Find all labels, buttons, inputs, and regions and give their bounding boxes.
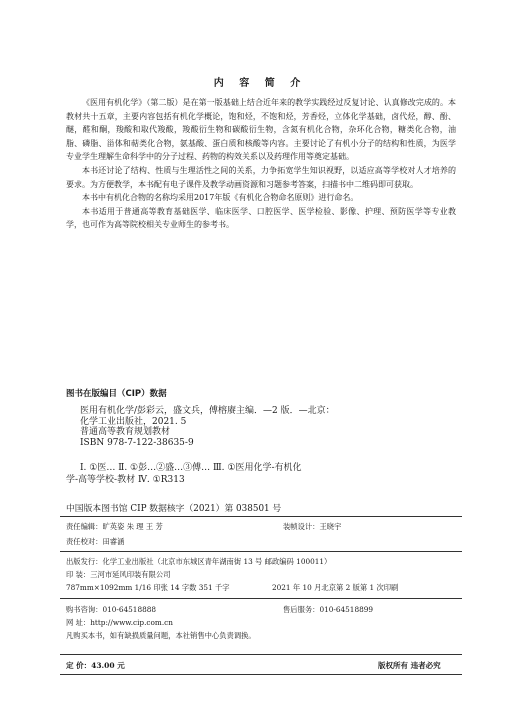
intro-paragraph: 本书中有机化合物的名称均采用2017年版《有机化合物命名原则》进行命名。 xyxy=(82,193,359,203)
after-sales-contact: 售后服务：010-64518899 xyxy=(283,605,374,614)
cip-index-line: Ⅰ. ①医… Ⅱ. ①彭…②盛…③傅… Ⅲ. ①医用化学-有机化 xyxy=(80,463,302,473)
cip-index-line: 学-高等学校-教材 Ⅳ. ①R313 xyxy=(66,475,185,485)
cip-record xyxy=(80,406,410,448)
print-specs: 787mm×1092mm 1/16 印张 14 字数 351 千字 xyxy=(66,583,230,592)
divider xyxy=(60,516,462,517)
divider xyxy=(60,674,462,675)
intro-title: 内 容 简 介 xyxy=(213,78,307,89)
responsible-editor: 责任编辑：旷英姿 朱 理 王 芳 xyxy=(66,522,163,531)
cip-line: ISBN 978-7-122-38635-9 xyxy=(80,437,194,448)
cip-indexing xyxy=(66,462,396,486)
cip-number: 中国版本图书馆 CIP 数据核字（2021）第 038501 号 xyxy=(66,504,282,514)
price: 定 价：43.00 元 xyxy=(66,661,125,670)
quality-notice: 凡购买本书，如有缺损质量问题，本社销售中心负责调换。 xyxy=(66,631,256,640)
divider xyxy=(60,598,462,599)
cover-designer: 装帧设计：王晓宇 xyxy=(283,522,342,531)
responsible-proofreader: 责任校对：田睿涵 xyxy=(66,537,125,546)
purchase-contact: 购书咨询：010-64518888 xyxy=(66,605,157,614)
cip-line: 化学工业出版社，2021. 5 xyxy=(80,416,187,427)
intro-paragraph: 本书适用于普通高等教育基础医学、临床医学、口腔医学、医学检验、影像、护理、预防医学等专业教学，也可作为高等院校相关专业师生的参考书。 xyxy=(66,206,456,230)
website-link[interactable]: 网 址：http://www.cip.com.cn xyxy=(66,618,173,627)
intro-text xyxy=(66,96,456,232)
divider xyxy=(60,551,462,552)
printer-info: 印 装：三河市延风印装有限公司 xyxy=(66,570,171,579)
copyright-notice: 版权所有 违者必究 xyxy=(378,661,441,670)
cip-heading: 图书在版编目（CIP）数据 xyxy=(66,389,167,399)
intro-paragraph: 本书还讨论了结构、性质与生理活性之间的关系，力争拓宽学生知识视野，以适应高等学校对人才培养的要求。为方便教学，本书配有电子课件及教学动画资源和习题参考答案，扫描书中二维码即可获取。 xyxy=(66,165,456,189)
publisher-info: 出版发行：化学工业出版社（北京市东城区青年湖南街 13 号 邮政编码 100011） xyxy=(66,557,332,566)
edition-info: 2021 年 10 月北京第 2 版第 1 次印刷 xyxy=(272,583,399,592)
intro-paragraph: 《医用有机化学》（第二版）是在第一版基础上结合近年来的教学实践经过反复讨论、认真修改完成的。本教材共十五章，主要内容包括有机化学概论，饱和烃，不饱和烃，芳香烃，立体化学基础，卤代烃，醇、酚、醚，醛和酮，羧酸和取代羧酸，羧酸衍生物和碳酸衍生物，含氮有机化合物，杂环化合物，糖类化合物，油脂、磷脂、甾体和萜类化合物，氨基酸、蛋白质和核酸等内容。主要讨论了有机小分子的结构和性质，为医学专业学生理解生命科学中的分子过程、药物的构效关系以及药理作用等奠定基础。 xyxy=(66,98,456,162)
divider xyxy=(60,654,462,655)
cip-line: 医用有机化学/彭彩云，盛文兵，傅榕赓主编．—2 版．—北京： xyxy=(80,406,335,416)
cip-line: 普通高等教育规划教材 xyxy=(80,427,171,438)
